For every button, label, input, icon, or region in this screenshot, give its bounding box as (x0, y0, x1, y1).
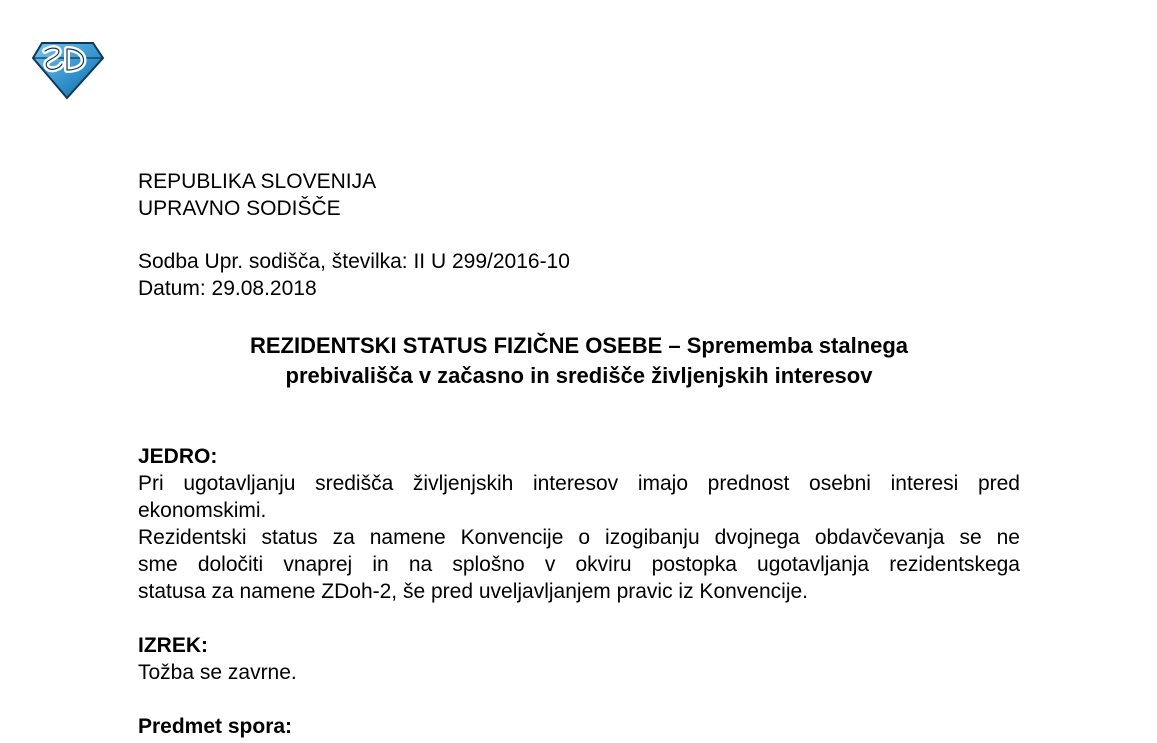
jedro-p1-line-1: Pri ugotavljanju središča življenjskih interesov imajo prednost osebni interesi pred (138, 472, 1020, 495)
country-name: REPUBLIKA SLOVENIJA (138, 170, 377, 193)
jedro-p2-line-1: Rezidentski status za namene Konvencije o izogibanju dvojnega obdavčevanja se ne (138, 526, 1020, 549)
sd-diamond-logo-icon (30, 40, 105, 100)
case-block (138, 248, 1020, 302)
jedro-p2-line-3: statusa za namene ZDoh-2, še pred uveljavljanjem pravic iz Konvencije. (138, 580, 809, 603)
predmet-section (138, 713, 1020, 740)
case-date: Datum: 29.08.2018 (138, 277, 317, 300)
header-block (138, 168, 1020, 222)
case-number: Sodba Upr. sodišča, številka: II U 299/2016-10 (138, 250, 570, 273)
jedro-section (138, 443, 1020, 605)
title-line-2: prebivališča v začasno in središče življenjskih interesov (285, 363, 873, 388)
izrek-text: Tožba se zavrne. (138, 661, 297, 684)
izrek-heading: IZREK: (138, 634, 208, 657)
jedro-heading: JEDRO: (138, 445, 218, 468)
izrek-section (138, 632, 1020, 686)
predmet-heading: Predmet spora: (138, 715, 293, 738)
jedro-p2-line-2: sme določiti vnaprej in na splošno v okviru postopka ugotavljanja rezidentskega (138, 553, 1020, 576)
court-name: UPRAVNO SODIŠČE (138, 197, 341, 220)
document-title (138, 331, 1020, 391)
jedro-p1-line-2: ekonomskimi. (138, 499, 267, 522)
title-line-1: REZIDENTSKI STATUS FIZIČNE OSEBE – Sprememba stalnega (249, 333, 909, 358)
document-body (138, 168, 1020, 740)
